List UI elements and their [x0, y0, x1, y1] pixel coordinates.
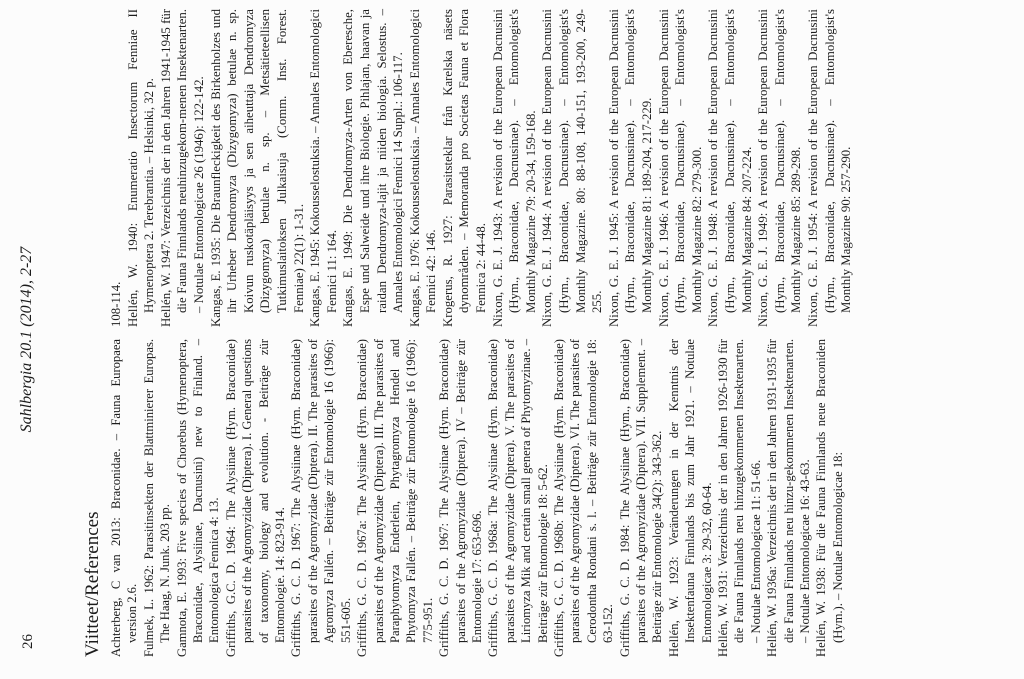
reference-entry: Hellén, W. 1923: Veränderungen in der Kenntnis der Insektenfauna Finnlands bis zum Jahr 1921. – Notulae Entomologicae 3: 29-32, 60-64.	[666, 339, 714, 657]
reference-entry: Nixon, G. E. J. 1954: A revision of the European Dacnusini (Hym., Braconidae, Dacnusinae). – Entomologist's Monthly Magazine 90: 257-290.	[805, 9, 854, 327]
references-column-left	[80, 339, 846, 657]
references-column-right	[108, 9, 855, 327]
reference-continuation: 108-114.	[109, 281, 123, 327]
reference-entry: Nixon, G. E. J. 1948: A revision of the European Dacnusini (Hym., Braconidae, Dacnusinae). – Entomologist's Monthly Magazine 84: 207-224.	[706, 9, 754, 327]
reference-entry: Nixon, G. E. J. 1946: A revision of the European Dacnusini (Hym., Braconidae, Dacnusinae). – Entomologist's Monthly Magazine 82: 279-300.	[656, 9, 704, 327]
reference-entry: Achterberg, C van 2013: Braconidae. – Fauna Europaea version 2.6.	[109, 339, 140, 657]
reference-entry: Kangas, E. 1935: Die Braunfleckigkeit des Birkenholzes und ihr Urheber Dendromyza (Dizygomyza) betulae n. sp. Koivun ruskotäpläisyys ja sen aiheuttaja Dendromyza (Dizygomyza) betulae n. sp. – Metsätieteellisen Tutkimuslaitoksen Julkaisuja (Comm. Inst. Forest. Fenniae) 22(1): 1-31.	[208, 9, 306, 327]
reference-entry: Griffiths, G. C. D. 1967: The Alysiinae (Hym. Braconidae) parasites of the Agromyzidae (Diptera). IV – Beiträge zür Entomologie 17: 653-696.	[437, 339, 484, 657]
reference-entry: Krogerus, R. 1927: Parasitsteklar från Karelska näsets dynområden. – Memoranda pro Societas Fauna et Flora Fennica 2: 44-48.	[440, 9, 489, 327]
page-number: 26	[20, 634, 36, 649]
reference-entry: Griffiths, G. C. D. 1984: The Alysiinae (Hym., Braconidae) parasites of the Agromyzidae (Diptera). VII. Supplement. – Beiträge zür Entomologie 34(2): 343-362.	[617, 339, 665, 657]
reference-entry: Gamnota, E. 1993: Five species of Chorebus (Hymenoptera, Braconidae, Alysiinae, Dacnusini) new to Finland. – Entomologica Fennica 4: 13.	[174, 339, 222, 657]
reference-entry: Hellén, W. 1931: Verzeichnis der in den Jahren 1926-1930 für die Fauna Finnlands neu hinzugekommenen Insektenarten. – Notulae Entomologicae 11: 51-66.	[716, 339, 763, 657]
reference-list-left	[108, 339, 846, 657]
journal-running-header: Sahlbergia 20.1 (2014), 2-27	[18, 246, 35, 433]
reference-entry: Hellén, W. 1947: Verzeichnis der in den Jahren 1941-1945 für die Fauna Finnlands neuhinzugekom-menen Insektenarten. – Notulae Entomologicae 26 (1946): 122-142.	[158, 9, 206, 327]
reference-entry: Griffiths, G. C. D. 1968a: The Alysiinae (Hym. Braconidae) parasites of the Agromyzidae (Diptera). V. The parasites of Liriomyza Mik and certain small genera of Phytomyzinae. – Beiträge zür Entomologie 18: 5-62.	[486, 339, 550, 657]
reference-list-right	[108, 9, 855, 327]
reference-entry: Nixon, G. E. J. 1943: A revision of the European Dacnusini (Hym., Braconidae, Dacnusinae). – Entomologist's Monthly Magazine 79: 20-34, 159-168.	[490, 9, 538, 327]
section-heading: Viitteet/References	[82, 511, 103, 657]
reference-entry: Griffiths, G.C. D. 1964: The Alysiinae (Hym. Braconidae) parasites of the Agromyzidae (Diptera). I. General questions of taxonomy, biology and evolution. - Beiträge zür Entomologie. 14: 823-914.	[223, 339, 288, 657]
reference-entry: Griffiths, G. C. D. 1968b: The Alysiinae (Hym. Braconidae) parasites of the Agromyzidae (Diptera). VI. The parasites of Cerodontha Rondani s. l. – Beiträge zür Entomologie 18: 63-152.	[551, 339, 616, 657]
reference-entry: Griffiths, G. C. D. 1967: The Alysiinae (Hym. Braconidae) parasites of the Agromyzidae (Diptera). II. The parasites of Agromyza Fallén. – Beiträge zür Entomologie 16 (1966): 551-605.	[289, 339, 353, 657]
reference-entry: Nixon, G. E. J. 1945: A revision of the European Dacnusini (Hym., Braconidae, Dacnusinae). – Entomologist's Monthly Magazine 81: 189-204, 217-229.	[606, 9, 654, 327]
reference-entry: Hellén, W. 1936a: Verzeichnis der in den Jahren 1931-1935 für die Fauna Finnlands neu hinzu-gekommenen Insektenarten. – Notulae Entomologicae 16: 43-63.	[765, 339, 813, 657]
reference-entry: Nixon, G. E. J. 1944: A revision of the European Dacnusini (Hym., Braconidae, Dacnusinae). – Entomologist's Monthly Magazine. 80: 88-108, 140-151, 193-200, 249-255.	[540, 9, 605, 327]
reference-entry: Hellén, W. 1938: Für die Fauna Finnlands neue Braconiden (Hym.). – Notulae Entomologicae 18:	[814, 339, 845, 657]
reference-entry: Kangas, E. 1976: Kokousselostuksia. – Annales Entomologici Fennici 42: 146.	[407, 9, 439, 327]
reference-entry: Hellén, W. 1940: Enumeratio Insectorum Fenniae II Hymenoptera 2. Terebrantia. – Helsinki, 32 p.	[125, 9, 157, 327]
reference-entry: Fulmek, L. 1962: Parasitinsekten der Blattminierer Europas. The Haag, N. Junk. 203 pp.	[141, 339, 173, 657]
reference-entry: Kangas, E. 1945: Kokousselostuksia. – Annales Entomologici Fennici 11: 164.	[308, 9, 339, 327]
reference-entry: Griffiths, G. C. D. 1967a: The Alysiinae (Hym. Braconidae) parasites of the Agromyzidae (Diptera). III. The parasites of Paraphytomyza Enderlein, Phytagromyza Hendel and Phytomyza Fallén. – Beiträge zür Entomologie 16 (1966): 775-951.	[355, 339, 435, 657]
reference-entry: Nixon, G. E. J. 1949: A revision of the European Dacnusini (Hym., Braconidae, Dacnusinae). – Entomologist's Monthly Magazine 85: 289-298.	[756, 9, 804, 327]
reference-entry: Kangas, E. 1949: Die Dendromyza-Arten von Eberesche, Espe und Salweide und ihre Biologie. Pihlajan, haavan ja raidan Dendromyza-lajit ja niiden biologia. Selostus. – Annales Entomologici Fennici 14 Suppl.: 106-117.	[341, 9, 406, 327]
